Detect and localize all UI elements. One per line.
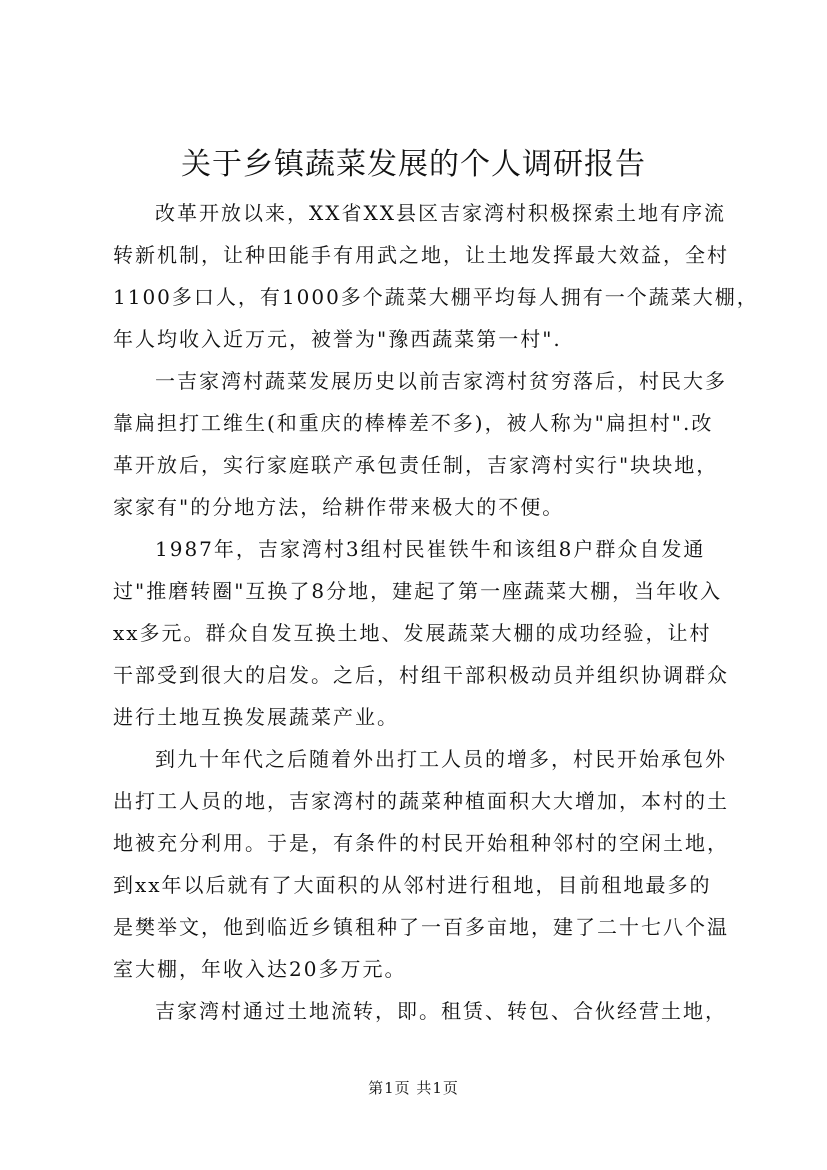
- paragraph-line: 过"推磨转圈"互换了8分地，建起了第一座蔬菜大棚，当年收入: [113, 579, 723, 603]
- paragraph-line: 吉家湾村通过土地流转，即。租赁、转包、合伙经营土地，: [155, 999, 727, 1023]
- paragraph-4: [113, 738, 741, 990]
- paragraph-line: 出打工人员的地，吉家湾村的蔬菜种植面积大大增加，本村的土: [113, 789, 729, 813]
- paragraph-line: 到九十年代之后随着外出打工人员的增多，村民开始承包外: [155, 747, 727, 771]
- paragraph-line: 年人均收入近万元，被誉为"豫西蔬菜第一村".: [113, 327, 562, 351]
- paragraph-line: 一吉家湾村蔬菜发展历史以前吉家湾村贫穷落后，村民大多: [155, 369, 727, 393]
- paragraph-2: [113, 360, 741, 528]
- paragraph-line: 到xx年以后就有了大面积的从邻村进行租地，目前租地最多的: [113, 873, 712, 897]
- document-body: [113, 192, 759, 1032]
- paragraph-line: 地被充分利用。于是，有条件的村民开始租种邻村的空闲土地，: [113, 831, 729, 855]
- paragraph-line: 是樊举文，他到临近乡镇租种了一百多亩地，建了二十七八个温: [113, 915, 729, 939]
- paragraph-line: 靠扁担打工维生(和重庆的棒棒差不多)，被人称为"扁担村".改: [113, 411, 714, 435]
- paragraph-line: 1987年，吉家湾村3组村民崔铁牛和该组8户群众自发通: [155, 537, 706, 561]
- paragraph-3: [113, 528, 741, 738]
- paragraph-line: 革开放后，实行家庭联产承包责任制，吉家湾村实行"块块地，: [113, 453, 719, 477]
- paragraph-line: 室大棚，年收入达20多万元。: [113, 957, 407, 981]
- paragraph-5: [113, 990, 741, 1032]
- paragraph-line: 家家有"的分地方法，给耕作带来极大的不便。: [113, 495, 565, 519]
- paragraph-line: 进行土地互换发展蔬菜产业。: [113, 705, 399, 729]
- document-title: 关于乡镇蔬菜发展的个人调研报告: [181, 147, 646, 182]
- paragraph-line: 改革开放以来，XX省XX县区吉家湾村积极探索土地有序流: [155, 201, 726, 225]
- paragraph-line: xx多元。群众自发互换土地、发展蔬菜大棚的成功经验，让村: [113, 621, 712, 645]
- paragraph-line: 干部受到很大的启发。之后，村组干部积极动员并组织协调群众: [113, 663, 729, 687]
- page-number-footer: 第1页 共1页: [368, 1079, 459, 1097]
- paragraph-1: [113, 192, 759, 360]
- paragraph-line: 1100多口人，有1000多个蔬菜大棚平均每人拥有一个蔬菜大棚，: [113, 285, 759, 309]
- paragraph-line: 转新机制，让种田能手有用武之地，让土地发挥最大效益，全村: [113, 243, 729, 267]
